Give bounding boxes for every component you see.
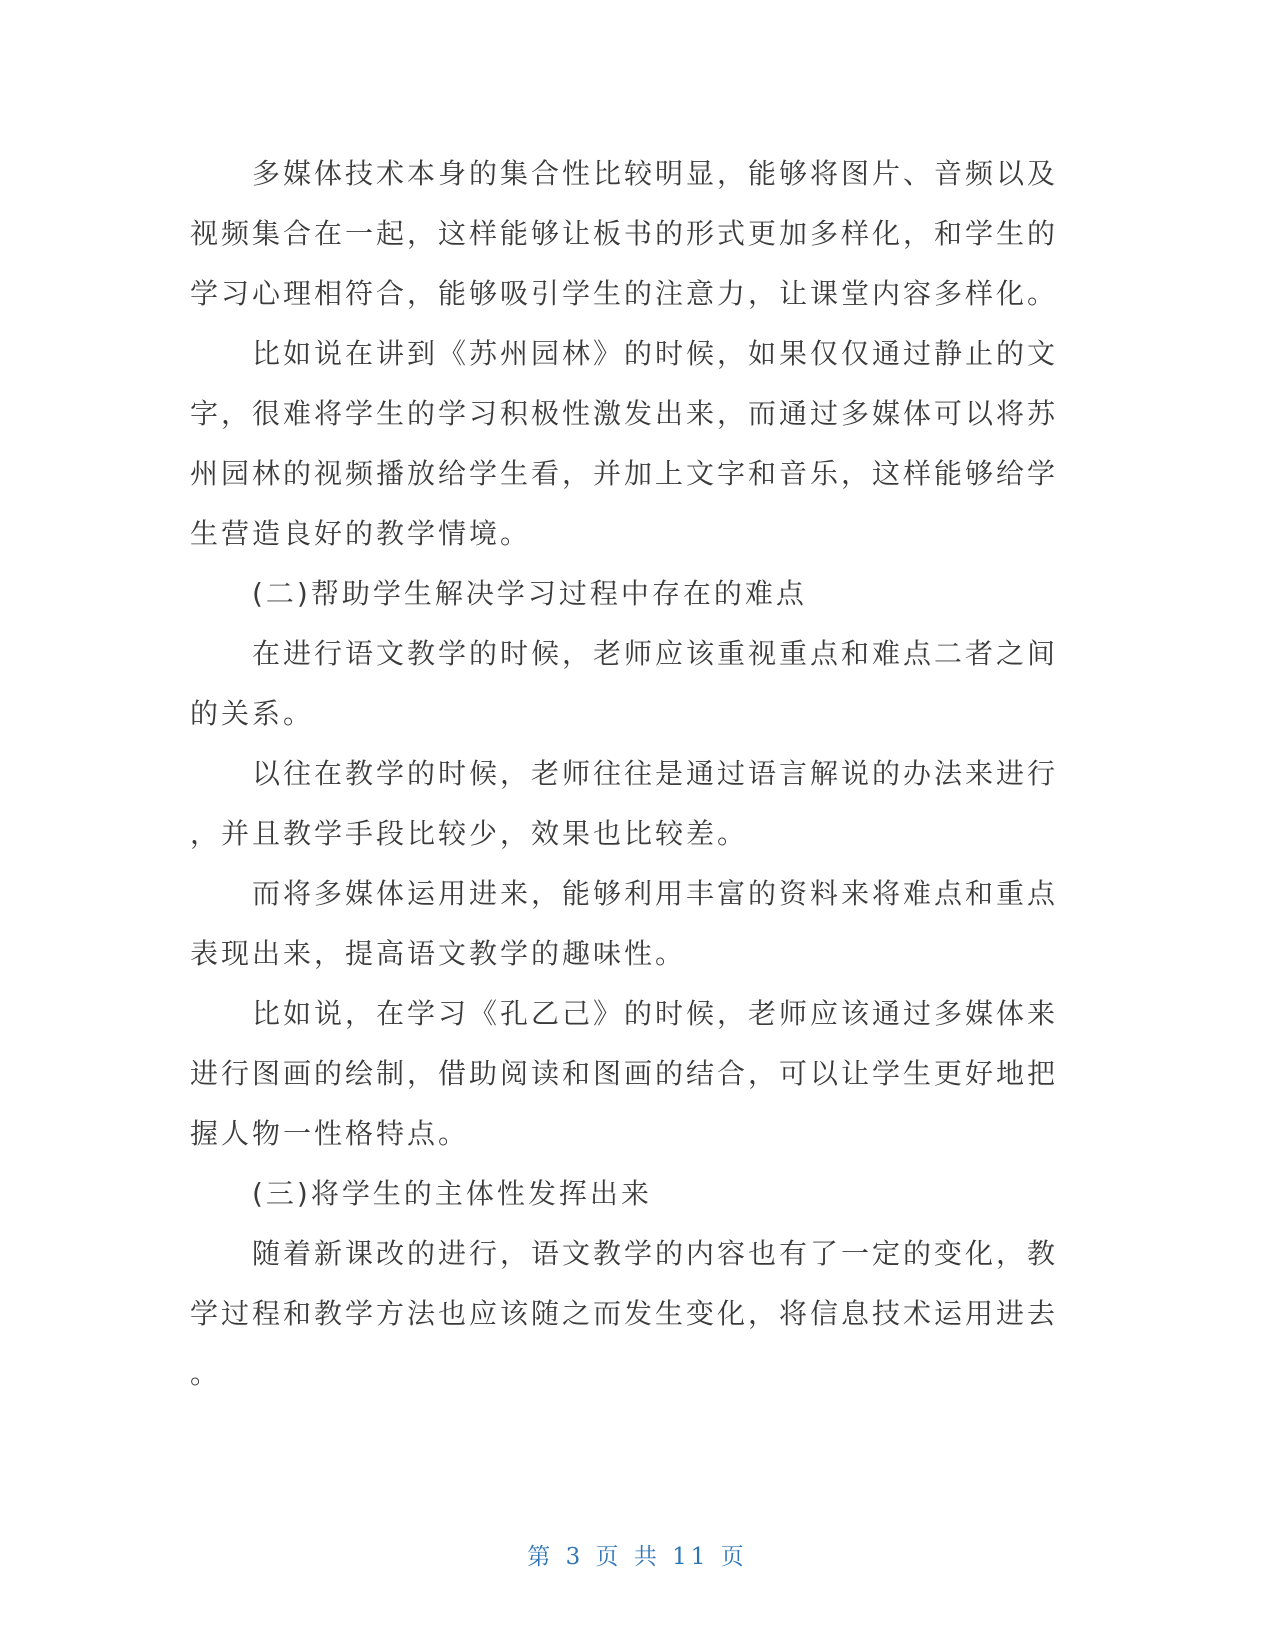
- paragraph-suzhou-gardens-example: 比如说在讲到《苏州园林》的时候，如果仅仅通过静止的文 字，很难将学生的学习积极性激发出来，而通过多媒体可以将苏 州园林的视频播放给学生看，并加上文字和音乐，这样能够给学 生营造良好的教学情境。: [190, 337, 1059, 550]
- paragraph-key-difficult-points: 在进行语文教学的时候，老师应该重视重点和难点二者之间 的关系。: [190, 637, 1059, 730]
- section-heading-3: (三)将学生的主体性发挥出来: [252, 1177, 652, 1210]
- paragraph-traditional-teaching: 以往在教学的时候，老师往往是通过语言解说的办法来进行 ，并且教学手段比较少，效果也比较差。: [190, 757, 1059, 850]
- paragraph-multimedia-integration: 多媒体技术本身的集合性比较明显，能够将图片、音频以及 视频集合在一起，这样能够让板书的形式更加多样化，和学生的 学习心理相符合，能够吸引学生的注意力，让课堂内容多样化。: [190, 157, 1059, 310]
- page-footer: 第 3 页 共 11 页: [527, 1544, 748, 1570]
- document-body: [190, 144, 1060, 1404]
- section-heading-2: (二)帮助学生解决学习过程中存在的难点: [252, 577, 807, 610]
- paragraph-kong-yiji-example: 比如说，在学习《孔乙己》的时候，老师应该通过多媒体来 进行图画的绘制，借助阅读和图画的结合，可以让学生更好地把 握人物一性格特点。: [190, 997, 1059, 1150]
- paragraph-curriculum-reform: 随着新课改的进行，语文教学的内容也有了一定的变化，教 学过程和教学方法也应该随之而发生变化，将信息技术运用进去 。: [190, 1237, 1059, 1390]
- paragraph-multimedia-resources: 而将多媒体运用进来，能够利用丰富的资料来将难点和重点 表现出来，提高语文教学的趣味性。: [190, 877, 1059, 970]
